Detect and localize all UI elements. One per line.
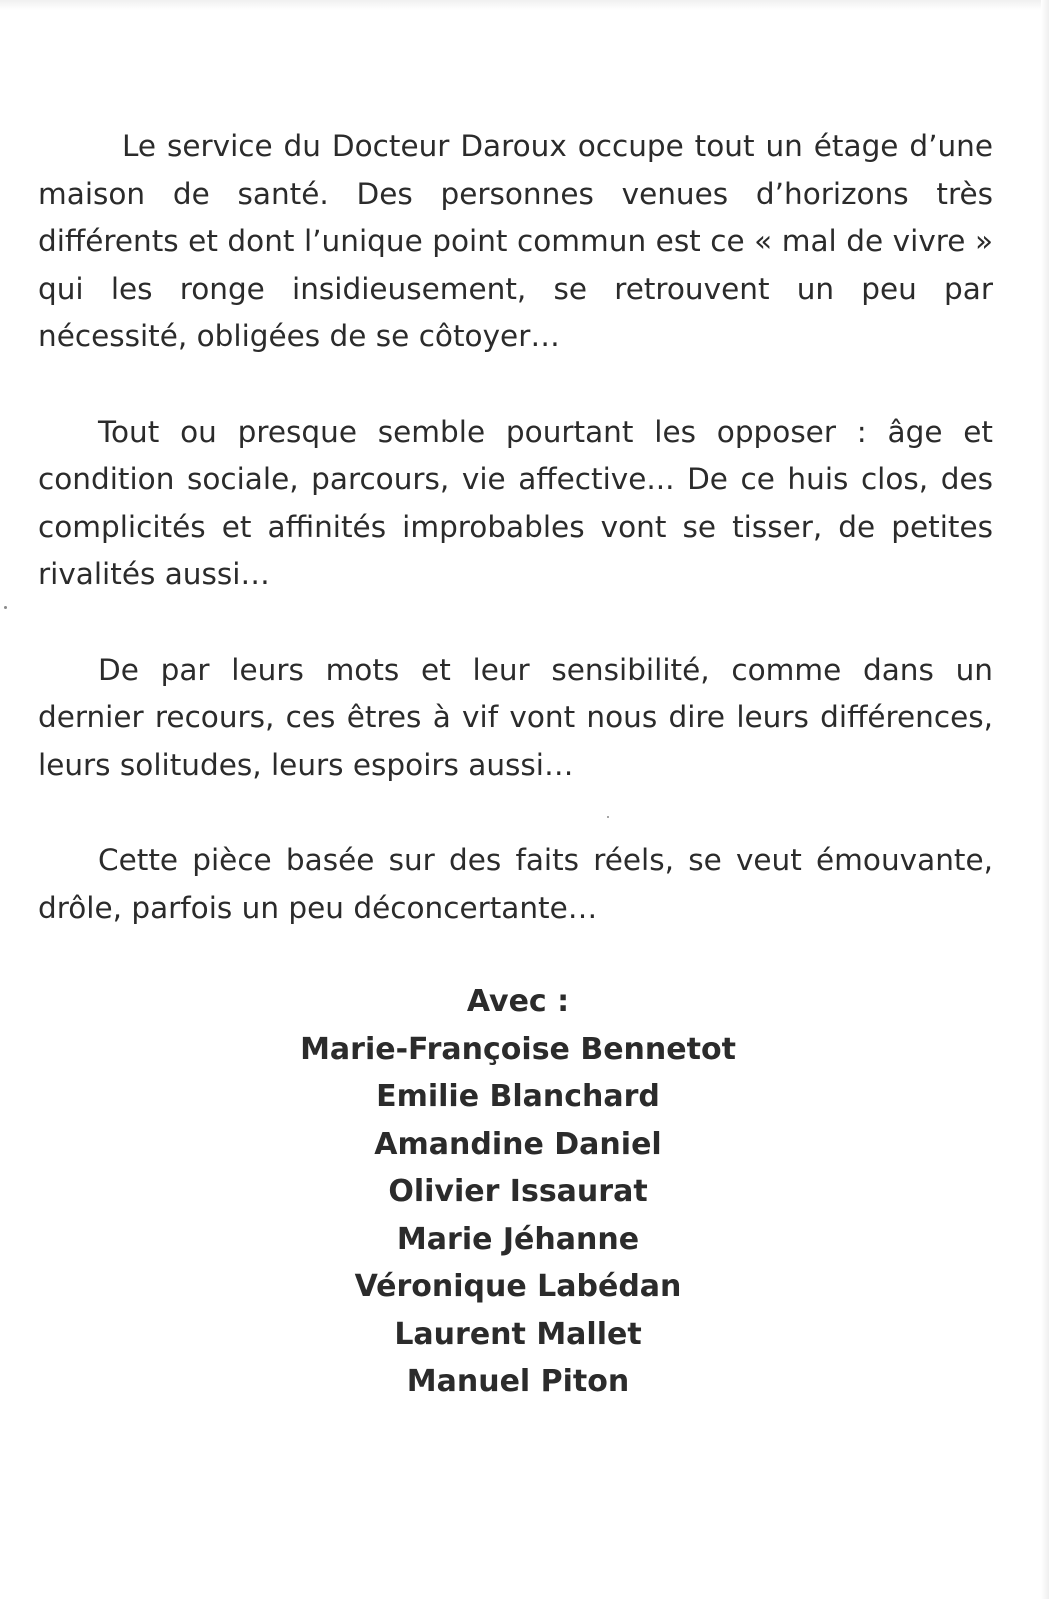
cast-heading: Avec : xyxy=(466,984,570,1019)
scan-speck xyxy=(4,606,7,609)
paragraph-differences: De par leurs mots et leur sensibilité, comme dans un dernier recours, ces êtres à vif vont nous dire leurs différences, leurs solitudes, leurs espoirs aussi… xyxy=(38,652,993,782)
paragraph-play-description: Cette pièce basée sur des faits réels, se veut émouvante, drôle, parfois un peu déconcertante… xyxy=(38,843,993,925)
cast-member: Marie-Françoise Bennetot xyxy=(300,1031,736,1067)
paragraph-intro: Le service du Docteur Daroux occupe tout un étage d’une maison de santé. Des personnes venues d’horizons très différents et dont l’unique point commun est ce « mal de vivre » qui les ronge insidieusement, se retrouvent un peu par nécessité, obligées de se côtoyer… xyxy=(38,129,993,353)
cast-member: Amandine Daniel xyxy=(374,1126,662,1162)
cast-member: Olivier Issaurat xyxy=(388,1174,648,1209)
scan-speck xyxy=(607,816,609,818)
cast-member: Manuel Piton xyxy=(406,1364,630,1399)
cast-member: Emilie Blanchard xyxy=(376,1079,660,1114)
synopsis-text xyxy=(38,123,993,980)
scan-top-edge xyxy=(0,0,1049,10)
cast-member: Laurent Mallet xyxy=(394,1316,642,1352)
scan-right-edge xyxy=(1041,0,1049,1599)
cast-list xyxy=(0,978,1036,1406)
cast-member: Marie Jéhanne xyxy=(396,1221,640,1257)
paragraph-oppositions: Tout ou presque semble pourtant les opposer : âge et condition sociale, parcours, vie affective... De ce huis clos, des complicités et affinités improbables vont se tisser, de petites rivalités aussi… xyxy=(38,414,993,591)
cast-member: Véronique Labédan xyxy=(354,1269,682,1304)
